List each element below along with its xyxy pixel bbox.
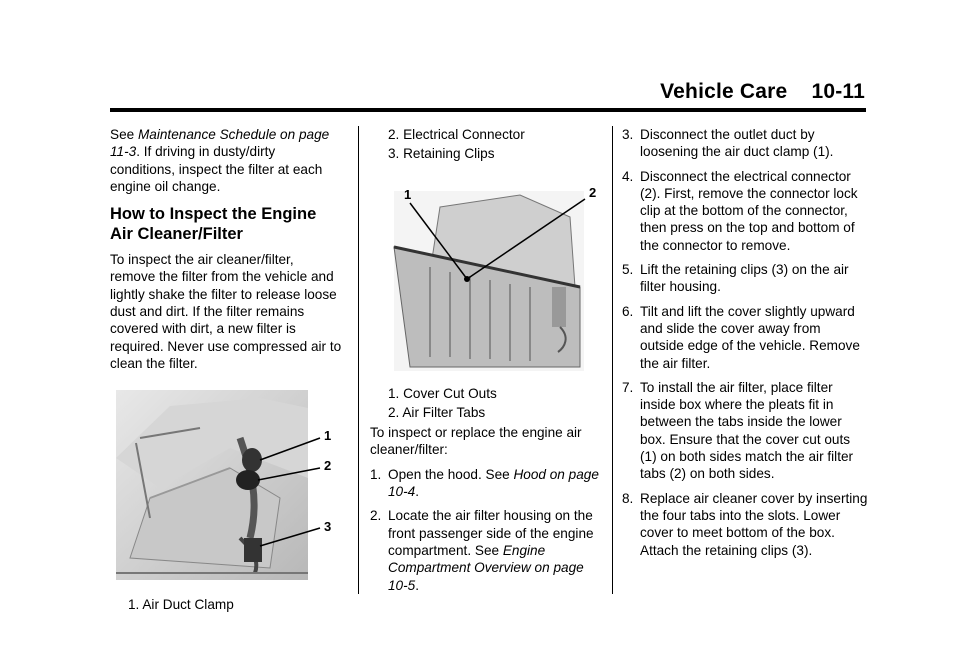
- page-number: 10-11: [811, 80, 865, 103]
- callout-label: 3: [324, 519, 332, 535]
- figure-caption: 1. Cover Cut Outs: [388, 385, 497, 401]
- cross-reference-link[interactable]: Engine Compartment Overview on page 10-5: [388, 542, 584, 593]
- steps-intro: To inspect or replace the engine air cleaner/filter:: [370, 425, 582, 458]
- figure-caption: 2. Electrical Connector: [388, 127, 525, 142]
- step-list: [622, 126, 868, 559]
- body-paragraph: To inspect the air cleaner/filter, remove the filter from the vehicle and lightly shake the filter to release loose dust and dirt. If the filter remains covered with dirt, a new filter is required. Never use compressed air to clean the filter.: [110, 252, 342, 371]
- step-item: 8. Replace air cleaner cover by inserting the four tabs into the slots. Lower cover to meet bottom of the box. Attach the retaining clips (3).: [622, 490, 868, 558]
- figure-caption-list: [370, 385, 604, 422]
- step-item: 6. Tilt and lift the cover slightly upward and slide the cover away from outside edge of the vehicle. Remove the air filter.: [622, 303, 860, 371]
- air-duct-figure: [110, 388, 342, 588]
- cross-reference-link[interactable]: Hood on page 10-4: [388, 466, 599, 500]
- air-filter-housing-figure: [370, 177, 604, 373]
- callout-label: 1: [324, 428, 332, 444]
- callout-label: 1: [404, 186, 412, 202]
- callout-label: 2: [324, 458, 332, 474]
- step-item: 2. Locate the air filter housing on the front passenger side of the engine compartment. See Engine Compartment Overview on page 10-5.: [370, 508, 594, 593]
- step-item: 7. To install the air filter, place filter inside box where the pleats fit in between the tabs inside the lower box. Ensure that the cover cut outs (1) on both sides match the air filter tabs (2) on both sides.: [622, 379, 854, 482]
- step-item: 3. Disconnect the outlet duct by loosening the air duct clamp (1).: [622, 127, 834, 160]
- figure-caption-list: [370, 126, 604, 163]
- section-title: Vehicle Care: [660, 80, 788, 103]
- column-divider: [612, 126, 613, 594]
- column-3: [622, 126, 868, 566]
- cross-reference-link[interactable]: Maintenance Schedule on page 11-3: [110, 127, 330, 160]
- figure-caption: 3. Retaining Clips: [388, 146, 495, 162]
- intro-paragraph: See Maintenance Schedule on page 11-3. If driving in dusty/dirty conditions, inspect the filter at each engine oil change.: [110, 127, 330, 194]
- column-divider: [358, 126, 359, 594]
- figure-caption: 1. Air Duct Clamp: [128, 597, 234, 613]
- step-item: 5. Lift the retaining clips (3) on the air filter housing.: [622, 262, 849, 295]
- header-rule: [110, 108, 866, 112]
- page-header: [660, 80, 865, 104]
- section-heading: How to Inspect the Engine Air Cleaner/Filter: [110, 205, 317, 244]
- step-item: 1. Open the hood. See Hood on page 10-4.: [370, 466, 599, 500]
- step-item: 4. Disconnect the electrical connector (2). First, remove the connector lock clip at the bottom of the connector, then press on the top and bottom of the connector to remove.: [622, 168, 858, 253]
- figure-caption: 2. Air Filter Tabs: [388, 404, 486, 420]
- callout-label: 2: [589, 184, 597, 200]
- column-1: [110, 126, 342, 616]
- step-list: [370, 466, 604, 594]
- figure-caption-list: [110, 596, 342, 613]
- column-2: [370, 126, 604, 601]
